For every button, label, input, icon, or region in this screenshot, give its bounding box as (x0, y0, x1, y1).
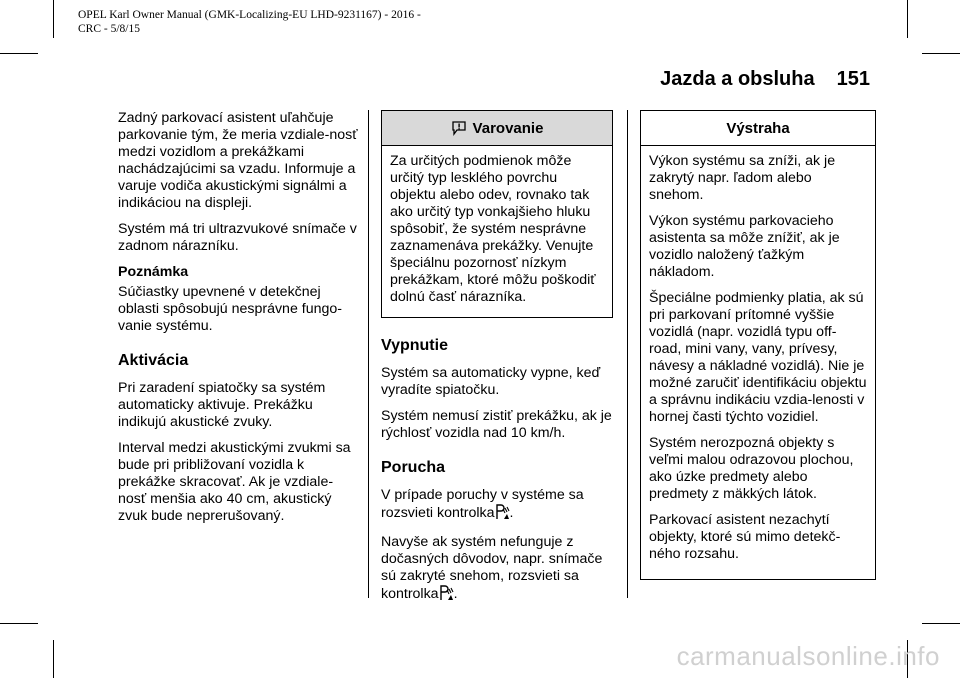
fault-text: V prípade poruchy v systéme sa rozsvieti kontrolka (381, 487, 584, 521)
caution-paragraph: Systém nerozpozná objekty s veľmi malou odrazovou plochou, ako úzke predmety alebo predmety z mäkkých látok. (649, 435, 854, 502)
warning-body (382, 146, 612, 317)
page-number: 151 (836, 68, 870, 90)
caution-header (641, 111, 875, 146)
paragraph: Systém nemusí zistiť prekážku, ak je rýchlosť vozidla nad 10 km/h. (381, 408, 612, 441)
warning-box (381, 110, 613, 318)
column-right (640, 110, 876, 580)
caution-box (640, 110, 876, 580)
warning-icon (451, 120, 467, 136)
warning-header (382, 111, 612, 146)
parking-assist-warning-icon (440, 585, 454, 606)
crop-mark (53, 640, 54, 678)
heading-fault: Porucha (381, 459, 446, 476)
fault-text: Navyše ak systém nefunguje z dočasných dôvodov, napr. snímače sú zakryté snehom, rozsvieti sa kontrolka (381, 534, 603, 602)
caution-title: Výstraha (726, 119, 790, 137)
paragraph: Zadný parkovací asistent uľahčuje parkovanie tým, že meria vzdiale-nosť medzi vozidlom a prekážkami nachádzajúcimi sa vzadu. Informuje a varuje vodiča akustickými signálmi a indikáciou na displeji. (118, 110, 358, 211)
paragraph: Systém sa automaticky vypne, keď vyradíte spiatočku. (381, 365, 601, 398)
paragraph-fault-2 (381, 534, 613, 606)
column-divider (627, 110, 628, 598)
crop-mark (53, 0, 54, 38)
crop-mark (922, 623, 960, 624)
column-middle (381, 110, 613, 615)
watermark: carmanualsonline.info (676, 641, 940, 671)
paragraph-fault (381, 487, 613, 525)
parking-assist-warning-icon (496, 504, 510, 525)
note-title: Poznámka (118, 264, 189, 280)
heading-off: Vypnutie (381, 337, 448, 354)
crop-mark (0, 623, 38, 624)
caution-paragraph: Výkon systému sa zníži, ak je zakrytý napr. ľadom alebo snehom. (649, 153, 836, 203)
crop-mark (922, 53, 960, 54)
crop-mark (0, 53, 38, 54)
paragraph: Pri zaradení spiatočky sa systém automaticky aktivuje. Prekážku indikujú akustické zvuky. (118, 380, 326, 430)
caution-paragraph: Výkon systému parkovacieho asistenta sa môže znížiť, ak je vozidlo naložený ťažkým nákladom. (649, 213, 840, 280)
fault-text-end: . (509, 505, 514, 521)
crop-mark (907, 0, 908, 38)
fault-text-end: . (453, 586, 458, 602)
caution-paragraph: Špeciálne podmienky platia, ak sú pri parkovaní prítomné vyššie vozidlá (napr. vozidlá typu off-road, mini vany, vany, prívesy, návesy a nákladné vozidlá). Nie je možné zaručiť identifikáciu objektu a správnu indikáciu vzdia-lenosti v hornej časti týchto vozidiel. (649, 290, 867, 425)
document-header: OPEL Karl Owner Manual (GMK-Localizing-EU LHD-9231167) - 2016 - CRC - 5/8/15 (78, 9, 421, 35)
note-text: Súčiastky upevnené v detekčnej oblasti spôsobujú nesprávne fungo-vanie systému. (118, 284, 343, 334)
caution-paragraph: Parkovací asistent nezachytí objekty, ktoré sú mimo detekč-ného rozsahu. (649, 512, 841, 562)
heading-activation: Aktivácia (118, 352, 189, 369)
warning-title: Varovanie (472, 119, 544, 137)
running-head (660, 68, 870, 91)
column-divider (368, 110, 369, 598)
paragraph: Systém má tri ultrazvukové snímače v zadnom nárazníku. (118, 221, 357, 254)
paragraph: Interval medzi akustickými zvukmi sa bude pri približovaní vozidla k prekážke skracovať. Ak je vzdiale-nosť menšia ako 40 cm, akustický zvuk bude neprerušovaný. (118, 440, 351, 524)
section-title: Jazda a obsluha (660, 68, 815, 90)
column-left (118, 110, 358, 534)
warning-text: Za určitých podmienok môže určitý typ lesklého povrchu objektu alebo odev, rovnako tak ako určitý typ vonkajšieho hluku spôsobiť, že systém nesprávne zaznamenáva prekážky. Venujte špeciálnu pozornosť nízkym prekážkam, ktoré môžu poškodiť dolnú časť nárazníka. (390, 153, 596, 305)
caution-body (641, 146, 875, 574)
